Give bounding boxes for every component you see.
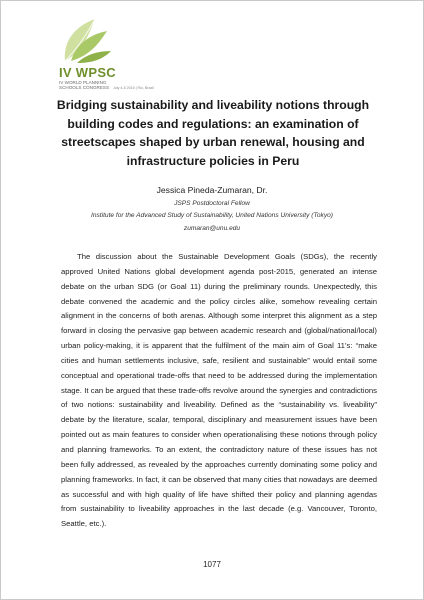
abstract-paragraph: The discussion about the Sustainable Development Goals (SDGs), the recently approved United Nations global development agenda post-2015, generated an intense debate on the urban SDG (or Goal 11) during the preliminary rounds. Unexpectedly, this debate convened the academic and the policy circles alike, somehow revealing certain alignment in the concerns of both arenas. Although some interpret this alignment as a step forward in closing the pervasive gap between academic research and (global/national/local) urban policy-making, it is apparent that the fulfilment of the main aim of Goal 11’s: “make cities and human settlements inclusive, safe, resilient and sustainable” would entail some conceptual and operational trade-offs that need to be addressed during the implementation stage. It can be argued that these trade-offs revolve around the synergies and contradictions of two notions: sustainability and liveability. Defined as the “sustainability vs. liveability” debate by the literature, scalar, temporal, disciplinary and measurement issues have been pointed out as main features to consider when operationalising these notions through policy and planning frameworks. To an extent, the contradictory nature of these issues has not been fully addressed, as revealed by the approaches currently dominating some policy and planning frameworks. In fact, it can be observed that many cities that nowadays are deemed as successful and with high quality of life have shifted their policy and planning agendas from sustainability to liveability approaches in the last decade (e.g. Vancouver, Toronto, Seattle, etc.).	[61, 252, 377, 529]
author-institution: Institute for the Advanced Study of Sustainability, United Nations University (Tokyo)	[90, 212, 333, 219]
author-position: JSPS Postdoctoral Fellow	[174, 200, 250, 207]
page-number: 1077	[203, 560, 221, 569]
paper-title: Bridging sustainability and liveability notions through building codes and regulations: an examination of streetscapes shaped by urban renewal, housing and infrastructure policies in Peru	[56, 98, 370, 168]
logo-tagline: July 4-8 2016 | Rio, Brazil	[113, 86, 154, 90]
author-email[interactable]: zumaran@unu.edu	[183, 225, 241, 232]
logo-subtitle: IV WORLD PLANNING SCHOOLS CONGRESS	[59, 80, 110, 90]
congress-logo	[41, 15, 171, 90]
author-name: Jessica Pineda-Zumaran, Dr.	[156, 185, 268, 195]
logo-brand: IV WPSC	[59, 65, 116, 80]
leaf-logo-icon	[55, 15, 115, 65]
